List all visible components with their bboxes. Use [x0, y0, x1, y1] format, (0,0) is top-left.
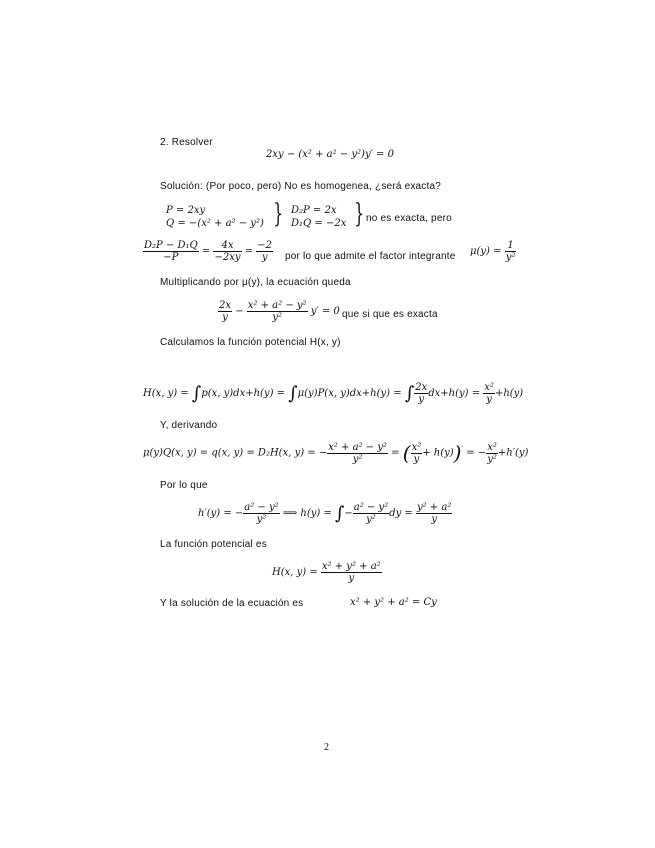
right-paren: ): [453, 441, 462, 465]
exact-term1-den: y: [222, 312, 228, 323]
eq1-numerator: 4x: [213, 240, 241, 252]
h-part3: dx+h(y) =: [428, 388, 481, 399]
integral-sign-3: ∫: [404, 383, 415, 404]
porloque-text: Por lo que: [160, 480, 208, 491]
mu-definition: [470, 240, 516, 263]
h-result-num: x²: [484, 382, 494, 393]
hprime-frac-den: y²: [256, 514, 267, 525]
deriv-rhs-eq: = −: [466, 447, 487, 459]
d2p-value: D₂P = 2x: [291, 205, 337, 216]
calculamos-text: Calculamos la función potencial H(x, y): [160, 337, 341, 348]
h-result-den: y: [486, 394, 492, 405]
h-frac-den: y: [418, 394, 425, 405]
problem-heading: 2. Resolver: [160, 137, 213, 148]
deriv-lhs: μ(y)Q(x, y) = q(x, y) = D₂H(x, y) = −: [143, 447, 328, 459]
not-exact-note: no es exacta, pero: [366, 213, 452, 224]
h-fraction: [414, 382, 428, 405]
mu-denominator: y²: [505, 252, 516, 263]
hprime-result-fraction: [416, 502, 452, 525]
right-brace-1: }: [273, 199, 284, 229]
eq2-fraction: [256, 240, 273, 263]
h-part1: p(x, y)dx+h(y) =: [201, 388, 286, 399]
deriv-frac-num: x² + a² − y²: [328, 441, 387, 453]
integrating-factor-line: $\frac{\text{D₂P − D₁Q}}{-P}$ = $\frac{4x}{-2xy}$ = $\frac{-2}{y}$: [144, 240, 273, 263]
h-part4: +h(y): [494, 388, 524, 399]
deriv-result-fraction: [486, 442, 498, 465]
eq1-fraction: [213, 240, 241, 263]
solution-equation: x² + y² + a² = Cy: [350, 597, 437, 608]
exact-term1-num: 2x: [219, 300, 232, 311]
hprime-mid: h(y) =: [300, 508, 332, 519]
h-final-lhs: H(x, y) =: [272, 567, 318, 578]
mu-fraction: [505, 240, 517, 263]
deriv-mid: =: [391, 447, 400, 459]
deriv-result-num: x²: [487, 441, 497, 453]
problem-equation: 2xy − (x² + a² − y²)y′ = 0: [266, 149, 394, 160]
h-final-fraction: [321, 561, 382, 584]
hprime-result-num: y² + a²: [416, 502, 452, 513]
hprime-lhs: h′(y) = −: [198, 508, 244, 519]
exact-term1: [218, 300, 232, 323]
h-final: [272, 561, 382, 584]
deriv-frac-den: y²: [352, 453, 363, 465]
eq2-numerator: −2: [257, 240, 273, 251]
derivative-line: [143, 441, 528, 465]
hprime-fraction: [243, 502, 279, 525]
deriv-result-tail: +h′(y): [497, 447, 529, 459]
multiplicando-text: Multiplicando por μ(y), la ecuación queda: [160, 277, 351, 288]
paren-fraction: [411, 442, 423, 465]
h-final-num: x² + y² + a²: [321, 561, 381, 572]
integrating-factor-text: por lo que admite el factor integrante: [285, 251, 456, 262]
integrand-num: a² − y²: [353, 502, 389, 513]
page-number: 2: [324, 742, 329, 753]
derivando-text: Y, derivando: [160, 420, 218, 431]
solution-text: Y la solución de la ecuación es: [160, 598, 304, 609]
paren-tail: + h(y): [422, 447, 454, 459]
implies-arrow: ⟹: [282, 508, 298, 519]
exact-term2-den: y²: [272, 312, 282, 323]
integrand-tail: dy =: [389, 508, 413, 519]
deriv-fraction: [327, 442, 388, 465]
exact-equation: $\frac{2x}{y}$ − $\frac{\text{x² + a² − y²}}{\text{y²}}$ y′ = 0: [219, 300, 340, 323]
deriv-result-den: y²: [487, 453, 497, 465]
left-paren: (: [402, 441, 411, 465]
exact-text: que si que es exacta: [342, 309, 438, 320]
solution-intro: Solución: (Por poco, pero) No es homogenea, ¿será exacta?: [160, 181, 441, 192]
h-part2: μ(y)P(x, y)dx+h(y) =: [297, 388, 402, 399]
eq1-denominator: −2xy: [214, 252, 241, 263]
mu-lhs: μ(y) =: [470, 246, 502, 257]
d1q-value: D₁Q = −2x: [291, 218, 347, 229]
paren-frac-den: y: [413, 453, 420, 465]
paren-frac-num: x²: [411, 441, 422, 453]
integrand-den: y²: [366, 514, 376, 525]
hprime-minus: −: [344, 508, 353, 519]
h-final-den: y: [348, 573, 355, 584]
funcion-potencial-text: La función potencial es: [160, 539, 267, 550]
eq2-denominator: y: [261, 252, 268, 263]
hprime-result-den: y: [431, 514, 437, 525]
integral-sign-2: ∫: [288, 383, 298, 404]
hprime-frac-num: a² − y²: [244, 502, 279, 513]
mu-numerator: 1: [505, 240, 517, 252]
right-brace-2: }: [354, 199, 365, 229]
q-definition: Q = −(x² + a² − y²): [166, 218, 264, 229]
ratio-denominator: −P: [163, 252, 179, 263]
h-definition: [143, 382, 523, 405]
h-result-fraction: [483, 382, 495, 405]
exact-term2: [247, 300, 308, 323]
hprime-line: [198, 502, 452, 525]
paren-prime: ′: [461, 445, 464, 454]
h-lhs: H(x, y) =: [143, 388, 189, 399]
integral-sign-1: ∫: [191, 383, 202, 404]
exact-tail: y′ = 0: [310, 306, 340, 317]
exact-term2-num: x² + a² − y²: [247, 300, 307, 311]
integral-sign-4: ∫: [335, 503, 345, 524]
ratio-numerator: D₂P − D₁Q: [144, 240, 198, 251]
ratio-fraction: [143, 240, 199, 263]
p-definition: P = 2xy: [166, 205, 206, 216]
integrand-fraction: [353, 502, 389, 525]
h-frac-num: 2x: [415, 382, 428, 393]
